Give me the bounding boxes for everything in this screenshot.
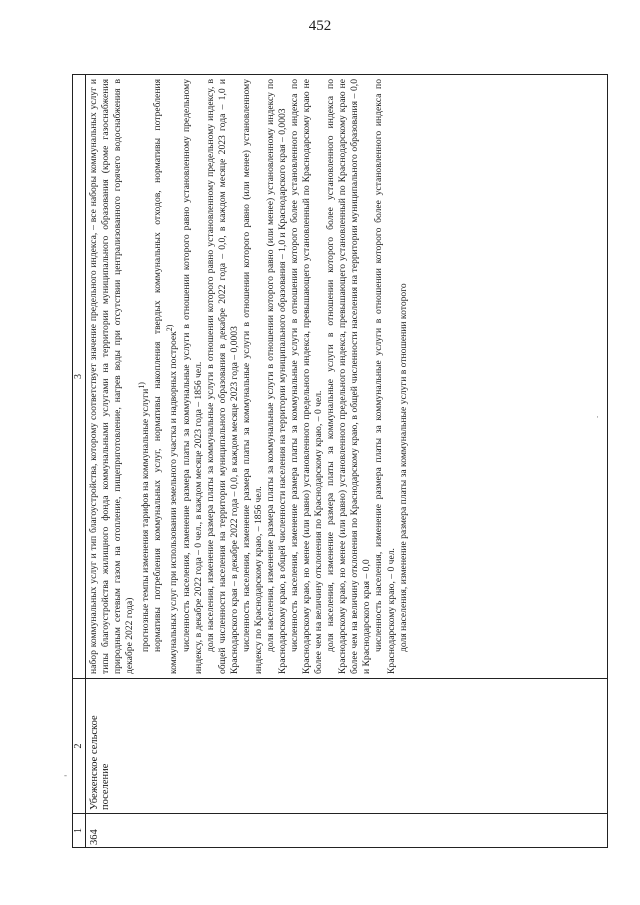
paragraph [152,79,180,674]
margin-mark: · [596,412,599,422]
margin-mark: - [64,770,67,780]
paragraph: численность населения, изменение размера платы за коммунальные услуги в отношении которого равно установленному предельному индексу, в декабре 2022 года – 0 чел., в каждом месяце 2023 года – 1856 чел. [180,79,204,674]
paragraph-text: нормативы потребления коммунальных услуг, нормативы накопления твердых коммунальных отходов, нормативы потребления коммунальных услуг при использовании земельного участка и надворных построек [152,79,180,674]
paragraph: доля населения, изменение размера платы за коммунальные услуги в отношении которого равно установленному предельному индексу, в общей численности населения на территории муниципального образования в декабре 2022 года – 0,0, в каждом месяце 2023 года – 1,0 и Краснодарского края – в декабре 2022 года – 0,0, в каждом месяце 2023 года – 0,0003 [204,79,240,674]
paragraph: доля населения, изменение размера платы за коммунальные услуги в отношении которого более установленного индекса по Краснодарскому краю, но менее (или равно) установленного предельного индекса, превышающего установленный по Краснодарскому краю не более чем на величину отклонения по Краснодарскому краю, в общей численности населения на территории муниципального образования – 0,0 и Краснодарского края – 0,0 [325,79,373,674]
table-row [86,75,608,848]
settlement-table [72,74,608,848]
paragraph: доля населения, изменение размера платы за коммунальные услуги в отношении которого равно (или менее) установленному индексу по Краснодарскому краю, в общей численности населения на территории муниципального образования – 1,0 и Краснодарского края – 0,0003 [265,79,289,674]
settlement-name: Убеженское сельское поселение [86,679,608,814]
table-header-row [73,75,86,848]
paragraph: численность населения, изменение размера платы за коммунальные услуги в отношении которого более установленного индекса по Краснодарскому краю, но менее (или равно) установленного предельного индекса, превышающего установленный по Краснодарскому краю не более чем на величину отклонения по Краснодарскому краю, – 0 чел. [289,79,325,674]
header-cell-1: 1 [73,814,86,848]
paragraph: численность населения, изменение размера платы за коммунальные услуги в отношении которого более установленного индекса по Краснодарскому краю, – 0 чел. [373,79,397,674]
row-number: 364 [86,814,608,848]
row-details [86,75,608,679]
paragraph-text: прогнозные темпы изменения тарифов на коммунальные услуги [140,388,152,652]
footnote-mark: 2) [165,324,175,332]
header-cell-3: 3 [73,75,86,679]
footnote-mark: 1) [137,382,147,389]
rotated-table-block [72,74,608,848]
paragraph [136,79,152,674]
paragraph: численность населения, изменение размера платы за коммунальные услуги в отношении которого равно (или менее) установленному индексу по Краснодарскому краю, – 1856 чел. [240,79,264,674]
paragraph: доля населения, изменение размера платы за коммунальные услуги в отношении которого [397,283,409,652]
page-number: 452 [308,18,332,34]
header-cell-2: 2 [73,679,86,814]
paragraph: набор коммунальных услуг и тип благоустройства, которому соответствует значение предельного индекса, – все наборы коммунальных услуг и типы благоустройства жилищного фонда коммунальными услугами на территории муниципального образования (кроме газоснабжения природным сетевым газом на отопление, пищеприготовление, нагрев воды при отсутствии централизованного горячего водоснабжения в декабре 2022 года) [88,79,136,674]
